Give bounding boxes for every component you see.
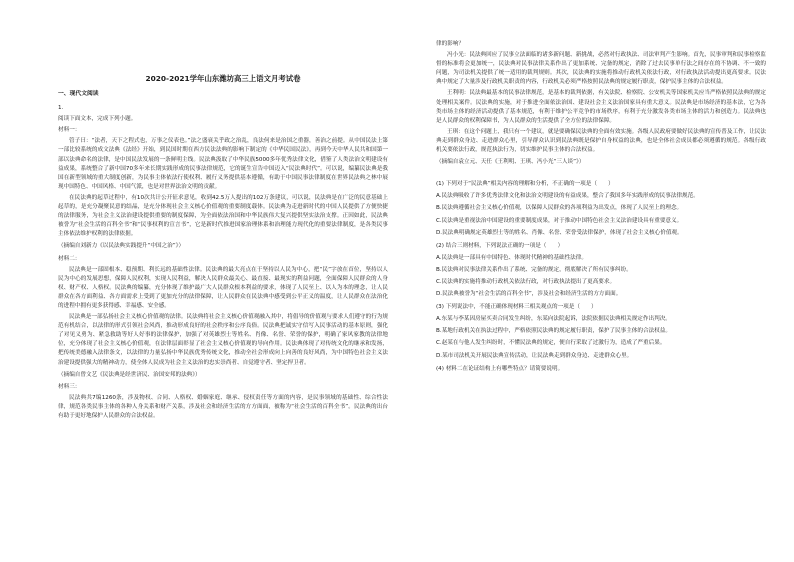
- material-2-source: （摘编自曾文艺《民法典是经世济民、治国安邦的法典》）: [58, 371, 201, 378]
- question-2-option-c[interactable]: C.民法典的实施将推动行政机关依法行政，对行政执法提出了更高要求。: [436, 278, 616, 285]
- question-2: (2) 结合三则材料，下列说法正确的一项是（ ）: [436, 242, 564, 249]
- question-1-option-d[interactable]: D.民法典明确规定英雄烈士等的姓名、肖像、名誉、荣誉受法律保护，体现了社会主义核心价值观。: [436, 229, 683, 236]
- material-1-source: （摘编自刘新力《以民法典实践提升“中国之治”》）: [58, 243, 185, 250]
- material-1-label: 材料一：: [58, 127, 81, 134]
- question-3-option-c[interactable]: C.赵某在与他人发生纠纷时，不懂民法典的规定，便自行采取了过激行为，造成了严重后果。: [436, 340, 666, 347]
- continued-text: 律的影响？: [436, 41, 464, 47]
- question-2-option-a[interactable]: A.民法典是一部具有中国特色、体现时代精神的基础性法律。: [436, 254, 587, 261]
- interview-source: （摘编自袁立元、天任《王利明、王琪、冯小光“三人谈”》）: [436, 159, 585, 166]
- material-2-label: 材料二：: [58, 255, 81, 262]
- question-number: 1.: [58, 105, 64, 112]
- spacer: [436, 170, 766, 176]
- material-2-paragraph-2: 民法典是一部弘扬社会主义核心价值观的法律。民法典将社会主义核心价值观融入其中，将倡导的价值观与要求人们遵守的行为规范有机结合，以法律的形式引领社会风尚，推动形成良好的社会秩序和公序良俗。民法典把诚实守信写入民事活动的基本原则，强化了对见义勇为、紧急救助等好人好事的法律保护，加强了对英雄烈士等姓名、肖像、名誉、荣誉的保护，明确了家风家教的法律地位，充分体现了社会主义核心价值观，在法律层面彰显了社会主义核心价值观的导向作用。民法典体现了对传统文化的继承和发扬，把传统美德融入法律条文，以法律的力量弘扬中华民族优秀传统文化，推动全社会形成向上向善的良好风尚，为中国特色社会主义法治建设提供强大的精神动力，使全体人民成为社会主义法治的忠实崇尚者、自觉遵守者、坚定捍卫者。: [58, 314, 388, 366]
- question-3-option-a[interactable]: A.东某与李某因房屋买卖合同发生纠纷，东某向法院起诉，法院依据民法典相关规定作出判决。: [436, 316, 671, 323]
- exam-title: 2020-2021学年山东潍坊高三上语文月考试卷: [145, 74, 301, 83]
- question-4: (4) 材料二在论证结构上有哪些特点？请简要说明。: [436, 365, 564, 372]
- left-column: [58, 40, 388, 555]
- question-2-option-b[interactable]: B.民法典对民事法律关系作出了系统、完备的规定，彻底解决了所有民事纠纷。: [436, 266, 632, 273]
- interview-paragraph-2: 王利明：民法典最基本的民事法律规范，是基本的裁判依据，有关法院、检察院、公安机关等国家机关应当严格依照民法典的规定处理相关案件。民法典的实施，对于推进全面依法治国、建设社会主义法治国家具有重大意义。民法典是市场经济的基本法，它为各类市场主体的经济活动提供了基本规范，有利于维护公平竞争的市场秩序，有利于充分激发各类市场主体的活力和创造力。民法典也是人民群众的权利保障书，为人民群众的生活提供了全方位的法律保障。: [436, 90, 766, 124]
- question-1-option-a[interactable]: A.民法典吸收了许多优秀法律文化和法治文明建设的有益成果，整合了我国多年实践形成的民事法律规范。: [436, 193, 699, 200]
- material-1-paragraph-2: 在民法典的起草过程中，有10次共计公开征求意见，收到42.5万人提出的102万条建议，可以说，民法典是在广泛的民意基础上起草的，是充分凝聚民意的结晶，是充分体现社会主义核心价值观的重要制度载体。民法典为走进新时代的中国人民提供了方便快捷的法律服务，为社会主义法治建设提供重要的制度保障，为全面依法治国和中华民族伟大复兴提供坚实法治支撑。正因如此，民法典被誉为“社会生活的百科全书”和“民事权利的宣言书”，它是新时代推进国家治理体系和治理能力现代化的重要法律制度，是各类民事主体依法维护权利的法律依据。: [58, 194, 388, 238]
- material-3-paragraph-1: 民法典共7编1260条，涉及物权、合同、人格权、婚姻家庭、继承、侵权责任等方面的内容，是民事领域的基础性、综合性法律，规范各类民事主体的各种人身关系和财产关系，涉及社会和经济生活的方方面面，被称为“社会生活的百科全书”。民法典的出台有助于更好地保护人民群众的合法权益。: [58, 394, 388, 419]
- question-1-option-b[interactable]: B.民法典遵循社会主义核心价值观，以保障人民群众的各项利益为出发点，体现了人民至上的理念。: [436, 205, 683, 212]
- question-2-option-d[interactable]: D.民法典被誉为“社会生活的百科全书”，涉及社会和经济生活的方方面面。: [436, 291, 622, 298]
- question-3-option-b[interactable]: B.某地行政机关在执法过程中，严格依照民法典的规定履行职责，保护了民事主体的合法权益。: [436, 328, 671, 335]
- question-1-option-c[interactable]: C.民法典是重视法治中国建设的重要制度成果，对于推动中国特色社会主义法治建设具有重要意义。: [436, 217, 683, 224]
- section-heading: 一、现代文阅读: [58, 91, 99, 97]
- interview-paragraph-1: 冯小光：民法典回应了民事立法面临的诸多新问题、新挑战，必然对行政执法、司法审判产生影响。首先，民事审判和民事检察监督的标准将会更加统一，民法典对民事法律关系作出了更加系统、完备的规定，消除了过去民事单行法之间存在的不协调、不一致的问题，为司法机关提供了统一适用的裁判规则。其次，民法典的实施将推动行政机关依法行政，对行政执法活动提出更高要求。民法典中规定了大量涉及行政机关职责的内容，行政机关必须严格按照民法典的规定履行职责，保护民事主体的合法权益。: [436, 52, 766, 86]
- interview-paragraph-3: 王琪：在这个问题上，我只有一个建议，就是要确保民法典的全面有效实施。各级人民政府要做好民法典的宣传普及工作，让民法典走到群众身边、走进群众心里，引导群众认识到民法典既是保护自身权益的法典，也是全体社会成员都必须遵循的规范。各级行政机关要依法行政，规范执法行为，切实维护民事主体的合法权益。: [436, 128, 766, 154]
- material-3-label: 材料三：: [58, 383, 81, 390]
- material-1-paragraph-1: 管子曰：“法者，天下之程式也，万事之仪表也。”法之盛衰关乎政之治乱，良法何来是治国之重器，善治之前提。从中国民法上第一部比较系统的成文法典《法经》开始，到民国时期在西方民法法典的影响下制定的《中华民国民法》，再到今天中华人民共和国第一部以法典命名的法律，是中国民法发展的一条鲜明主线。民法典汲取了中华民族5000多年优秀法律文化，借鉴了人类法治文明建设有益成果，系统整合了新中国70多年来长期实践形成的民事法律规范，它的诞生宣告中国迈入“民法典时代”。可以说，编纂民法典是我国在新型领域的重大制度创新，为民事主体依法行使权利、履行义务提供基本遵循，有助于中国民事法律制度在世界民法典之林中展现中国特色、中国风格、中国气派，也是对世界法治文明的贡献。: [58, 138, 388, 190]
- question-3-option-d[interactable]: D.某市司法机关开展民法典宣传活动，让民法典走到群众身边、走进群众心里。: [436, 352, 633, 359]
- instruction: 阅读下面文本，完成下列小题。: [58, 116, 137, 123]
- right-column: [436, 40, 766, 555]
- question-1: (1) 下列对于“民法典”相关内容的理解和分析，不正确的一项是（ ）: [436, 181, 614, 188]
- question-3: (3) 下列说法中，不能正确体现材料三相关观点的一项是（ ）: [436, 304, 597, 311]
- material-2-paragraph-1: 民法典是一部固根本、稳预期、利长远的基础性法律。民法典的最大亮点在于坚持以人民为中心，把“民”字放在首位，坚持以人民为中心的发展思想，保障人民权利，实现人民利益，解决人民群众最关心、最直接、最现实的利益问题，全面保障人民群众的人身权、财产权、人格权。民法典的编纂，充分体现了维护最广大人民群众根本利益的要求，体现了人民至上、以人为本的理念，让人民群众在各方面利益、各方面需求上受到了更加充分的法律保障，让人民群众在民法典中感受到公平正义的温度，让人民群众在法治化的进程中拥有更多获得感、幸福感、安全感。: [58, 266, 388, 309]
